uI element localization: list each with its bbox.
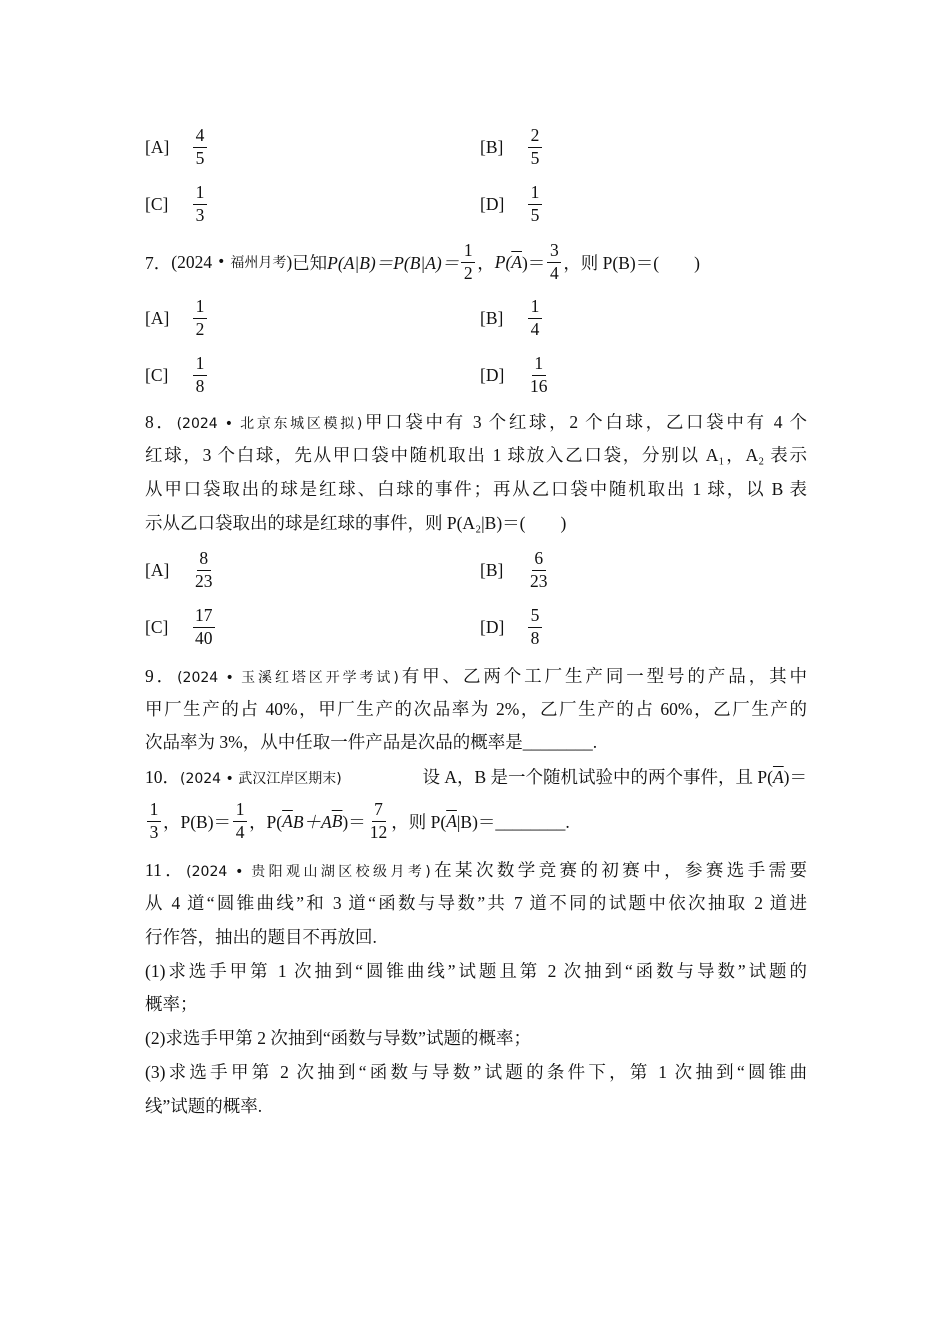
q8-option-c[interactable] [145, 603, 217, 651]
q8-option-d[interactable] [480, 603, 544, 651]
fraction: $\frac{1}{2}$ [461, 242, 475, 282]
q11-part3-line-2: 线”试题的概率. [145, 1096, 263, 1116]
fraction: $\frac{1}{16}$ [530, 353, 548, 396]
fraction: $\frac{2}{5}$ [528, 127, 542, 167]
q11-part1-line-2: 概率； [145, 994, 198, 1014]
fraction: $\frac{8}{23}$ [195, 548, 213, 591]
question-source: 福州月考 [230, 255, 287, 271]
option-label: [A] [145, 307, 170, 328]
fraction: $\frac{1}{3}$ [147, 801, 161, 841]
q9-stem-line-1: 9．(2024 • 玉溪红塔区开学考试)有甲、乙两个工厂生产同一型号的产品，其中 [145, 666, 808, 686]
q7-stem: 7． (2024 • 福州月考 ) 已知 P(A|B)＝P(B|A)＝ $\frac{1}{2}$ ， P( $\overline{A}$ )＝ $\frac{3}{4}$ ，则 P(B)＝( ) [145, 240, 700, 283]
q11-part1-line-1: (1)求选手甲第 1 次抽到“圆锥曲线”试题且第 2 次抽到“函数与导数”试题的 [145, 961, 807, 981]
fraction: $\frac{6}{23}$ [530, 548, 548, 591]
question-number: 8． [145, 412, 177, 432]
fraction: $\frac{4}{5}$ [193, 127, 207, 167]
option-label: [C] [145, 364, 169, 385]
question-number: 9． [145, 666, 178, 686]
fraction: $\frac{1}{4}$ [528, 298, 542, 338]
q11-stem-line-3: 行作答，抽出的题目不再放回. [145, 927, 377, 947]
option-label: [B] [480, 559, 504, 580]
fraction: $\frac{3}{4}$ [547, 242, 561, 282]
fraction: $\frac{17}{40}$ [195, 605, 213, 648]
q11-stem-line-2: 从 4 道“圆锥曲线”和 3 道“函数与导数”共 7 道不同的试题中依次抽取 2 道进 [145, 893, 807, 913]
q6-option-d[interactable] [480, 180, 544, 228]
fraction: $\frac{1}{3}$ [193, 184, 207, 224]
question-source: (2024 • 武汉江岸区期末) [180, 770, 342, 787]
q9-stem-line-3: 次品率为 3%，从中任取一件产品是次品的概率是________. [145, 732, 598, 752]
option-label: [A] [145, 559, 170, 580]
question-number: 11． [145, 860, 187, 880]
q7-option-a[interactable] [145, 294, 209, 342]
fraction: $\frac{5}{8}$ [528, 607, 542, 647]
option-label: [D] [480, 616, 505, 637]
q11-stem-line-1: 11．(2024 • 贵阳观山湖区校级月考)在某次数学竞赛的初赛中，参赛选手需要 [145, 860, 808, 880]
question-source: (2024 • 贵阳观山湖区校级月考) [186, 864, 431, 880]
fraction: $\frac{1}{2}$ [193, 298, 207, 338]
fraction: $\frac{1}{5}$ [528, 184, 542, 224]
question-source: (2024 • 玉溪红塔区开学考试) [177, 670, 399, 686]
fraction: $\frac{1}{8}$ [193, 355, 207, 395]
q8-stem-line-4: 示从乙口袋取出的球是红球的事件，则 P(A₂|B)＝( ) [145, 513, 567, 533]
q8-stem-line-3: 从甲口袋取出的球是红球、白球的事件；再从乙口袋中随机取出 1 球，以 B 表 [145, 479, 807, 499]
option-label: [D] [480, 364, 505, 385]
q8-stem-line-2: 红球，3 个白球，先从甲口袋中随机取出 1 球放入乙口袋，分别以 A₁，A₂ 表示 [145, 445, 807, 465]
q7-option-c[interactable] [145, 351, 209, 399]
q6-option-c[interactable] [145, 180, 209, 228]
fraction: $\frac{1}{4}$ [233, 801, 247, 841]
q7-option-b[interactable] [480, 294, 544, 342]
option-label: [B] [480, 136, 504, 157]
q11-part2: (2)求选手甲第 2 次抽到“函数与导数”试题的概率； [145, 1028, 531, 1048]
option-label: [B] [480, 307, 504, 328]
q8-option-b[interactable] [480, 546, 552, 594]
q8-stem-line-1: 8．(2024 • 北京东城区模拟)甲口袋中有 3 个红球，2 个白球，乙口袋中有 4 个 [145, 412, 808, 432]
option-label: [C] [145, 616, 169, 637]
q6-option-b[interactable] [480, 123, 544, 171]
q10-stem-line-1: 10．(2024 • 武汉江岸区期末) 设 A，B 是一个随机试验中的两个事件，且 $P(\overline{A})=$ [145, 766, 807, 787]
option-label: [D] [480, 193, 505, 214]
q11-part3-line-1: (3)求选手甲第 2 次抽到“函数与导数”试题的条件下，第 1 次抽到“圆锥曲 [145, 1062, 807, 1082]
q8-option-a[interactable] [145, 546, 217, 594]
q9-stem-line-2: 甲厂生产的占 40%，甲厂生产的次品率为 2%，乙厂生产的占 60%，乙厂生产的 [145, 699, 807, 719]
option-label: [A] [145, 136, 170, 157]
q6-option-a[interactable] [145, 123, 209, 171]
option-label: [C] [145, 193, 169, 214]
question-number: 7． [145, 252, 172, 273]
question-source: (2024 • 北京东城区模拟) [176, 416, 363, 432]
fraction: $\frac{7}{12}$ [369, 799, 388, 842]
q7-option-d[interactable] [480, 351, 552, 399]
q10-stem-line-2: $\frac{1}{3}$ ，P(B)＝ $\frac{1}{4}$ ，P( $\overline{A}$ B＋A $\overline{B}$ )＝ $\frac{7}{12}$ ，则 P( $\overline{A}$ |B)＝________. [145, 797, 807, 845]
question-number: 10． [145, 766, 180, 787]
